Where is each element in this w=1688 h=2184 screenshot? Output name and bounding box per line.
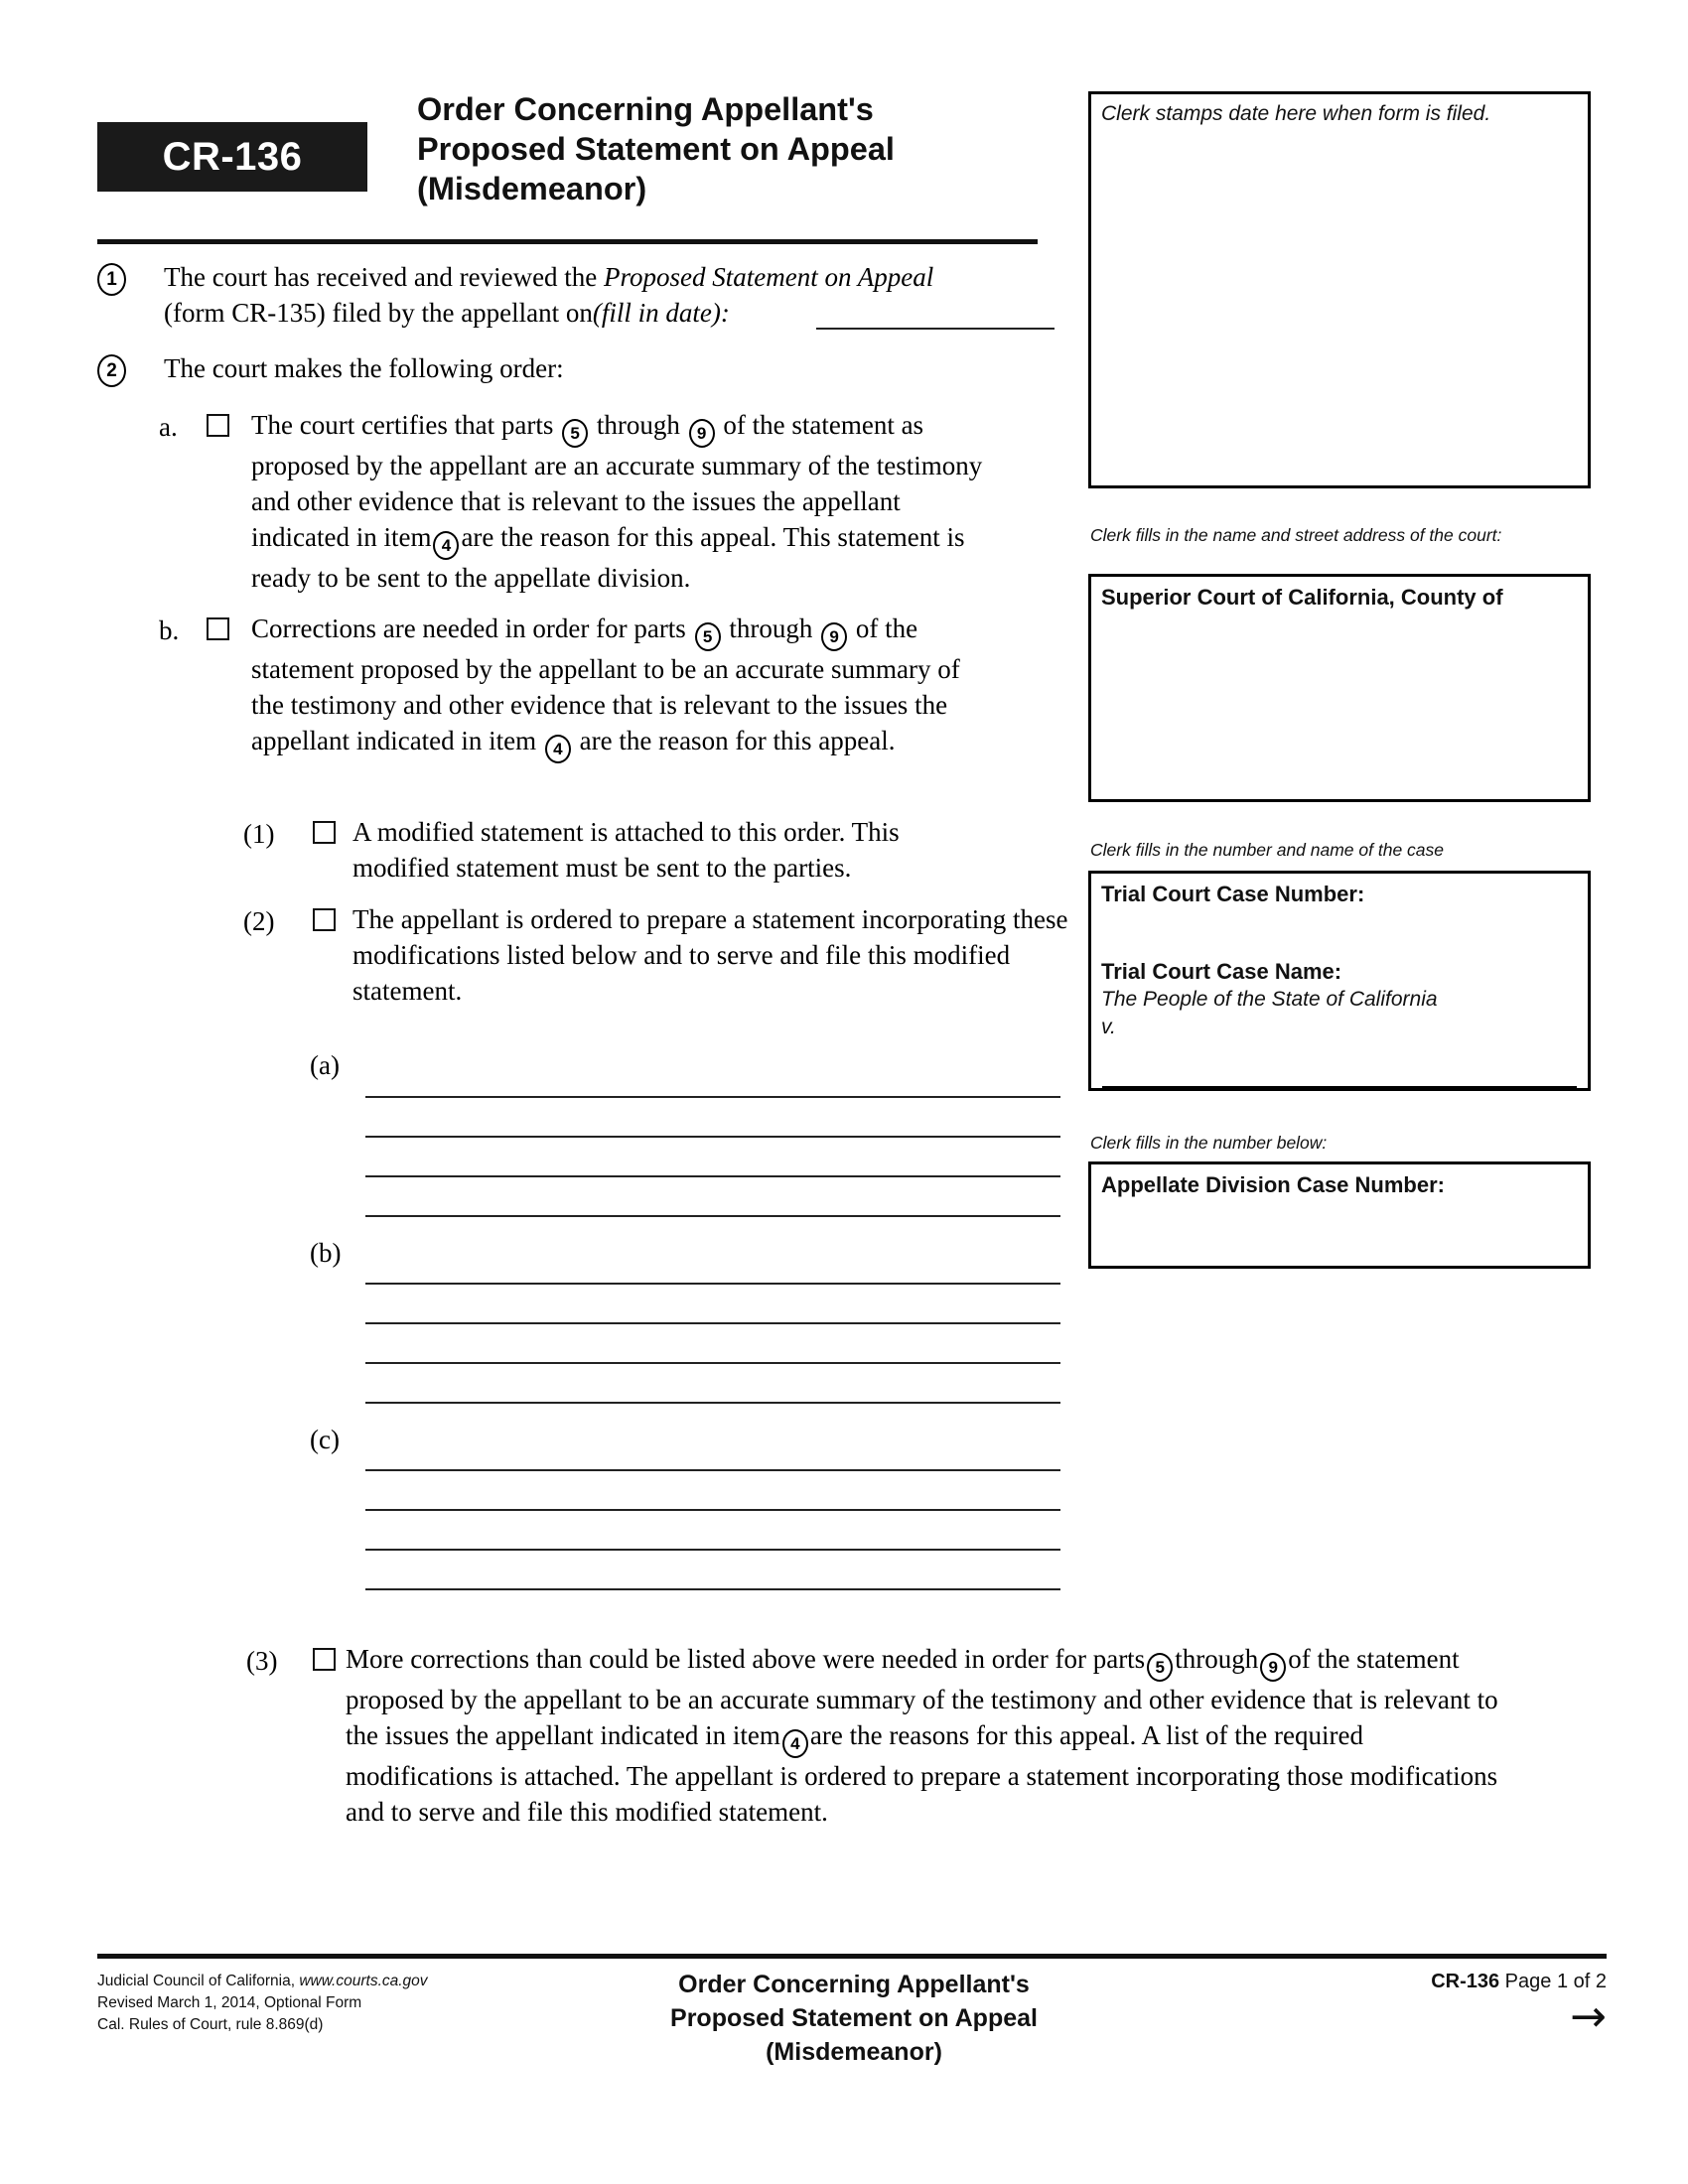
court-address-label: Clerk fills in the name and street address of the court: (1090, 525, 1502, 545)
item-2b3-seg-4: are the reasons for this appeal. A list of the required modifications is attached. The appellant is ordered to prepare a statement incorporating those modifications and to serve and file this modified statement. (346, 1720, 1498, 1827)
blank-c-line-1[interactable] (365, 1469, 1060, 1471)
footer-revision-line: Revised March 1, 2014, Optional Form (97, 1994, 362, 2011)
item-1-date-input-line[interactable] (816, 328, 1055, 330)
footer-council-text: Judicial Council of California, (97, 1973, 300, 1989)
blank-b-line-2[interactable] (365, 1322, 1060, 1324)
item-2b-seg-1: Corrections are needed in order for parts (251, 614, 686, 643)
item-2a-seg-4: are the reason for this appeal. This statement is ready to be sent to the appellate division. (251, 522, 965, 593)
footer-form-number: CR-136 (1431, 1971, 1500, 1992)
case-info-label: Clerk fills in the number and name of the case (1090, 840, 1445, 860)
item-2b3-text (346, 1641, 1502, 1830)
item-2b2-checkbox[interactable] (313, 908, 336, 934)
item-2a-circle-4: 4 (433, 531, 459, 560)
item-2b1-text: A modified statement is attached to this order. This modified statement must be sent to the parties. (352, 817, 900, 883)
item-2b3-circle-5: 5 (1147, 1653, 1173, 1682)
item-2a-seg-1: The court certifies that parts (251, 410, 554, 440)
form-number-text: CR-136 (162, 134, 303, 179)
title-divider (97, 239, 1038, 244)
item-2b3-circle-4: 4 (782, 1729, 808, 1758)
item-2a-seg-3: of the statement as proposed by the appellant are an accurate summary of the testimony and other evidence that is relevant to the issues the appellant indicated in item (251, 410, 983, 552)
next-page-arrow-icon: → (1570, 1991, 1607, 2042)
item-2b3-marker: (3) (246, 1646, 278, 1676)
blank-b-line-3[interactable] (365, 1362, 1060, 1364)
item-2b1-checkbox[interactable] (313, 821, 336, 847)
item-1-text-part-2: (form CR-135) filed by the appellant on (164, 298, 593, 328)
item-2b-seg-4: are the reason for this appeal. (579, 726, 896, 755)
trial-case-name-versus: v. (1101, 1016, 1116, 1038)
blank-a-line-1[interactable] (365, 1096, 1060, 1098)
item-2b2-text: The appellant is ordered to prepare a statement incorporating these modifications listed below and to serve and file this modified statement. (352, 904, 1068, 1006)
item-1-form-name: Proposed Statement on Appeal (604, 262, 934, 292)
blank-a-line-4[interactable] (365, 1215, 1060, 1217)
item-1-text (164, 259, 1048, 331)
trial-case-name-label: Trial Court Case Name: (1101, 959, 1342, 984)
item-2b-seg-2: through (729, 614, 813, 643)
item-2b-circle-9: 9 (821, 622, 847, 651)
page-title-line-2: Proposed Statement on Appeal (417, 131, 895, 167)
item-2b-marker: b. (159, 615, 180, 645)
blank-c-line-3[interactable] (365, 1549, 1060, 1551)
footer-divider (97, 1954, 1607, 1959)
footer-page-info (1431, 1971, 1607, 1993)
court-name-value: Superior Court of California, County of (1101, 585, 1503, 610)
blank-a-line-2[interactable] (365, 1136, 1060, 1138)
blank-b-line-1[interactable] (365, 1283, 1060, 1285)
item-2b3-seg-3: of the statement proposed by the appellant to be an accurate summary of the testimony and other evidence that is relevant to the issues the appellant indicated in item (346, 1644, 1498, 1750)
item-2b-circle-5: 5 (695, 622, 721, 651)
blank-c-marker: (c) (310, 1425, 340, 1454)
footer-left-block (97, 1971, 428, 2036)
clerk-stamp-label: Clerk stamps date here when form is filed. (1101, 102, 1491, 125)
footer-website-url: www.courts.ca.gov (299, 1973, 428, 1989)
page-title-line-1: Order Concerning Appellant's (417, 91, 874, 127)
trial-case-box[interactable] (1088, 871, 1591, 1091)
blank-c-line-4[interactable] (365, 1588, 1060, 1590)
item-2b-checkbox[interactable] (207, 617, 229, 643)
clerk-stamp-box[interactable] (1088, 91, 1591, 488)
item-2a-circle-5: 5 (562, 419, 588, 448)
item-2-text: The court makes the following order: (164, 353, 564, 383)
court-name-box[interactable] (1088, 574, 1591, 802)
item-1-number: 1 (97, 263, 126, 296)
item-2b3-checkbox[interactable] (313, 1648, 336, 1674)
footer-title-line-3: (Misdemeanor) (766, 2038, 942, 2066)
footer-title-block (556, 1968, 1152, 2069)
item-2b-circle-4: 4 (545, 735, 571, 763)
item-2b3-seg-1: More corrections than could be listed above were needed in order for parts (346, 1644, 1146, 1674)
footer-title-line-2: Proposed Statement on Appeal (670, 2004, 1038, 2032)
item-2b-text (251, 611, 976, 763)
page-title (417, 89, 1072, 208)
item-2b1-marker: (1) (243, 819, 275, 849)
item-2a-seg-2: through (596, 410, 680, 440)
footer-page-number: Page 1 of 2 (1499, 1971, 1607, 1992)
blank-a-marker: (a) (310, 1050, 340, 1080)
blank-b-line-4[interactable] (365, 1402, 1060, 1404)
appellate-case-number-label: Appellate Division Case Number: (1101, 1172, 1445, 1197)
item-2b2-marker: (2) (243, 906, 275, 936)
item-1-fill-in-date-hint: (fill in date): (592, 298, 730, 328)
item-2a-circle-9: 9 (689, 419, 715, 448)
item-2a-text (251, 407, 996, 596)
footer-council-line (97, 1971, 428, 1992)
item-1-text-part-1: The court has received and reviewed the (164, 262, 605, 292)
trial-case-name-value: The People of the State of California (1101, 988, 1438, 1011)
footer-rule-line: Cal. Rules of Court, rule 8.869(d) (97, 2016, 324, 2033)
item-2a-checkbox[interactable] (207, 414, 229, 440)
item-2a-marker: a. (159, 412, 178, 442)
form-number-badge (97, 122, 367, 192)
appellate-case-box[interactable] (1088, 1161, 1591, 1269)
trial-case-number-label: Trial Court Case Number: (1101, 882, 1365, 906)
appellate-case-label: Clerk fills in the number below: (1090, 1133, 1328, 1153)
page-title-line-3: (Misdemeanor) (417, 171, 647, 206)
item-2b3-seg-2: through (1175, 1644, 1259, 1674)
blank-b-marker: (b) (310, 1238, 342, 1268)
blank-c-line-2[interactable] (365, 1509, 1060, 1511)
item-2-number: 2 (97, 354, 126, 387)
blank-a-line-3[interactable] (365, 1175, 1060, 1177)
item-2b-seg-3: of the statement proposed by the appellant to be an accurate summary of the testimony and other evidence that is relevant to the issues the appellant indicated in item (251, 614, 960, 755)
footer-title-line-1: Order Concerning Appellant's (678, 1971, 1030, 1998)
item-2b3-circle-9: 9 (1260, 1653, 1286, 1682)
case-name-fill-line (1102, 1086, 1577, 1088)
